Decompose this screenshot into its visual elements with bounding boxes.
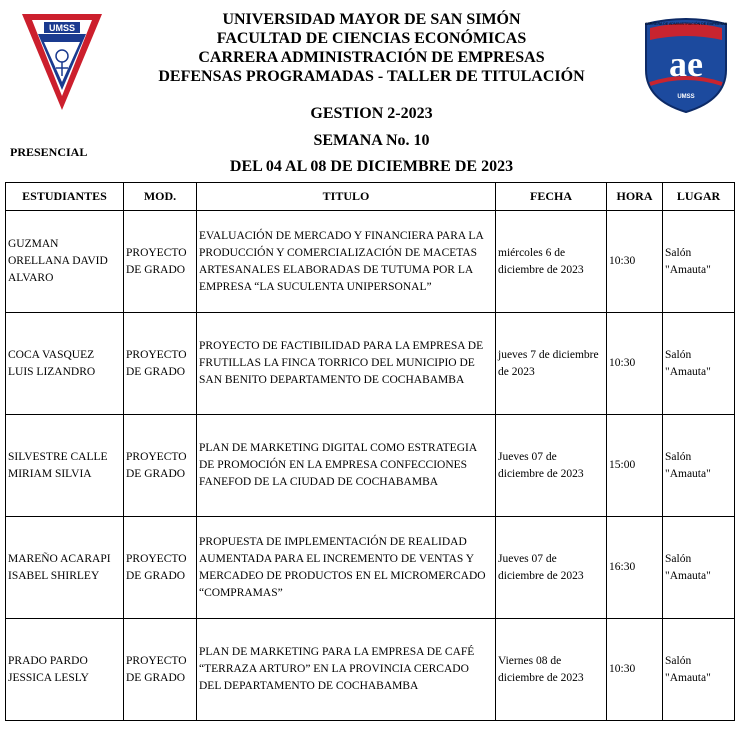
- col-header-hora: HORA: [607, 183, 663, 211]
- col-header-lugar: LUGAR: [663, 183, 735, 211]
- cell-hora: 10:30: [607, 313, 663, 415]
- cell-lugar: Salón "Amauta": [663, 211, 735, 313]
- col-header-titulo: TITULO: [197, 183, 496, 211]
- cell-hora: 10:30: [607, 211, 663, 313]
- modality-label: PRESENCIAL: [10, 145, 88, 159]
- cell-hora: 15:00: [607, 415, 663, 517]
- event-title: DEFENSAS PROGRAMADAS - TALLER DE TITULACIÓN: [158, 68, 585, 85]
- table-row: [6, 313, 735, 415]
- cell-modalidad: PROYECTO DE GRADO: [124, 619, 197, 721]
- table-row: [6, 415, 735, 517]
- cell-modalidad: PROYECTO DE GRADO: [124, 211, 197, 313]
- date-range: DEL 04 AL 08 DE DICIEMBRE DE 2023: [229, 158, 514, 175]
- cell-modalidad: PROYECTO DE GRADO: [124, 415, 197, 517]
- semana-label: SEMANA No. 10: [313, 132, 430, 149]
- career-title: CARRERA ADMINISTRACIÓN DE EMPRESAS: [198, 49, 545, 66]
- table-row: [6, 517, 735, 619]
- cell-hora: 16:30: [607, 517, 663, 619]
- cell-estudiante: COCA VASQUEZ LUIS LIZANDRO: [6, 313, 124, 415]
- faculty-title: FACULTAD DE CIENCIAS ECONÓMICAS: [216, 30, 527, 47]
- cell-modalidad: PROYECTO DE GRADO: [124, 517, 197, 619]
- cell-titulo: PROPUESTA DE IMPLEMENTACIÓN DE REALIDAD AUMENTADA PARA EL INCREMENTO DE VENTAS Y MERCADEO DE PRODUCTOS EN EL MICROMERCADO “COMPRAMAS”: [197, 517, 496, 619]
- col-header-estudiantes: ESTUDIANTES: [6, 183, 124, 211]
- cell-fecha: jueves 7 de diciembre de 2023: [496, 313, 607, 415]
- defense-schedule-table: [5, 182, 735, 721]
- cell-estudiante: SILVESTRE CALLE MIRIAM SILVIA: [6, 415, 124, 517]
- table-row: [6, 211, 735, 313]
- cell-titulo: EVALUACIÓN DE MERCADO Y FINANCIERA PARA LA PRODUCCIÓN Y COMERCIALIZACIÓN DE MACETAS ARTESANALES ELABORADAS DE TUTUMA POR LA EMPRESA “LA SUCULENTA UNIPERSONAL”: [197, 211, 496, 313]
- cell-fecha: Viernes 08 de diciembre de 2023: [496, 619, 607, 721]
- svg-text:CARRERA DE ADMINISTRACIÓN DE E: CARRERA DE ADMINISTRACIÓN DE EMPRESAS: [644, 22, 728, 26]
- cell-fecha: Jueves 07 de diciembre de 2023: [496, 517, 607, 619]
- cell-fecha: Jueves 07 de diciembre de 2023: [496, 415, 607, 517]
- cell-estudiante: GUZMAN ORELLANA DAVID ALVARO: [6, 211, 124, 313]
- cell-fecha: miércoles 6 de diciembre de 2023: [496, 211, 607, 313]
- cell-hora: 10:30: [607, 619, 663, 721]
- cell-modalidad: PROYECTO DE GRADO: [124, 313, 197, 415]
- cell-lugar: Salón "Amauta": [663, 415, 735, 517]
- cell-titulo: PROYECTO DE FACTIBILIDAD PARA LA EMPRESA DE FRUTILLAS LA FINCA TORRICO DEL MUNICIPIO DE SAN BENITO DEPARTAMENTO DE COCHABAMBA: [197, 313, 496, 415]
- col-header-mod: MOD.: [124, 183, 197, 211]
- cell-estudiante: PRADO PARDO JESSICA LESLY: [6, 619, 124, 721]
- cell-lugar: Salón "Amauta": [663, 517, 735, 619]
- cell-lugar: Salón "Amauta": [663, 619, 735, 721]
- table-row: [6, 619, 735, 721]
- cell-lugar: Salón "Amauta": [663, 313, 735, 415]
- svg-text:UMSS: UMSS: [677, 94, 695, 100]
- cell-titulo: PLAN DE MARKETING DIGITAL COMO ESTRATEGIA DE PROMOCIÓN EN LA EMPRESA CONFECCIONES FANEFOD DE LA CIUDAD DE COCHABAMBA: [197, 415, 496, 517]
- gestion-label: GESTION 2-2023: [310, 105, 433, 122]
- col-header-fecha: FECHA: [496, 183, 607, 211]
- cell-titulo: PLAN DE MARKETING PARA LA EMPRESA DE CAFÉ “TERRAZA ARTURO” EN LA PROVINCIA CERCADO DEL DEPARTAMENTO DE COCHABAMBA: [197, 619, 496, 721]
- svg-text:UMSS: UMSS: [48, 23, 76, 33]
- university-title: UNIVERSIDAD MAYOR DE SAN SIMÓN: [222, 11, 521, 28]
- cell-estudiante: MAREÑO ACARAPI ISABEL SHIRLEY: [6, 517, 124, 619]
- table-header-row: [6, 183, 735, 211]
- svg-text:ae: ae: [669, 44, 703, 84]
